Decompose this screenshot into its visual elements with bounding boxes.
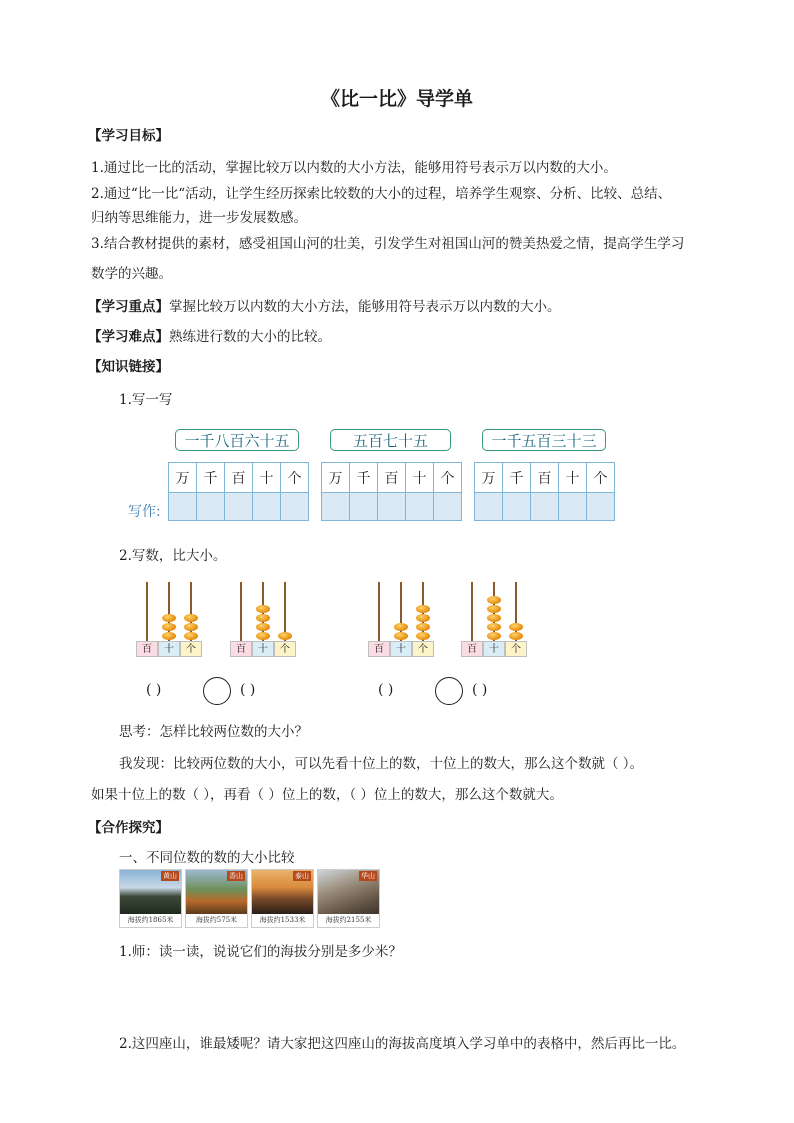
write-cell[interactable]	[503, 493, 531, 521]
links-q2: 2.写数，比大小。	[119, 548, 227, 564]
answer-blank[interactable]: ( )	[146, 682, 162, 698]
write-cell[interactable]	[322, 493, 350, 521]
links-q1: 1.写一写	[119, 392, 173, 408]
abacus-bead	[416, 605, 430, 613]
goal-1: 1.通过比一比的活动，掌握比较万以内数的大小方法，能够用符号表示万以内数的大小。	[91, 160, 617, 176]
place-ge: 个	[587, 463, 615, 493]
abacus-bead	[256, 623, 270, 631]
abacus-3	[367, 580, 437, 660]
abacus-label-hundreds: 百	[230, 641, 252, 657]
abacus-bead	[394, 623, 408, 631]
mountain-photo-2	[185, 869, 248, 928]
place-ge: 个	[434, 463, 462, 493]
difficulty	[88, 325, 331, 345]
write-cell[interactable]	[406, 493, 434, 521]
abacus-bead	[487, 614, 501, 622]
abacus-label-ones: 个	[180, 641, 202, 657]
write-cell[interactable]	[169, 493, 197, 521]
place-qian: 千	[350, 463, 378, 493]
abacus-bead	[416, 632, 430, 640]
abacus-rod-hundreds	[471, 582, 473, 641]
place-wan: 万	[169, 463, 197, 493]
explore-part1: 一、不同位数的数的大小比较	[119, 850, 295, 866]
abacus-label-tens: 十	[158, 641, 180, 657]
number-word-3: 一千五百三十三	[482, 429, 606, 451]
abacus-bead	[162, 614, 176, 622]
difficulty-label: 【学习难点】	[88, 329, 169, 345]
mountain-caption: 海拔约575米	[195, 916, 238, 924]
goal-3a: 3.结合教材提供的素材，感受祖国山河的壮美，引发学生对祖国山河的赞美热爱之情，提高学生学习	[91, 236, 685, 252]
place-bai: 百	[378, 463, 406, 493]
abacus-rod-hundreds	[146, 582, 148, 641]
compare-circle[interactable]	[435, 677, 463, 705]
difficulty-text: 熟练进行数的大小的比较。	[169, 329, 331, 345]
place-value-table-3	[474, 462, 615, 521]
answer-blank[interactable]: ( )	[378, 682, 394, 698]
place-wan: 万	[475, 463, 503, 493]
write-cell[interactable]	[434, 493, 462, 521]
links-heading: 【知识链接】	[88, 359, 169, 375]
mountain-name: 泰山	[295, 872, 309, 880]
mountain-photo-4	[317, 869, 380, 928]
mountain-caption: 海拔约2155米	[325, 916, 372, 924]
mountain-name: 黄山	[163, 872, 177, 880]
abacus-label-ones: 个	[412, 641, 434, 657]
abacus-label-ones: 个	[505, 641, 527, 657]
abacus-bead	[487, 596, 501, 604]
page-title: 《比一比》导学单	[320, 88, 473, 110]
mountain-photo-1	[119, 869, 182, 928]
mountain-photo-3	[251, 869, 314, 928]
write-cell[interactable]	[531, 493, 559, 521]
answer-blank[interactable]: ( )	[240, 682, 256, 698]
abacus-bead	[256, 605, 270, 613]
write-cell[interactable]	[225, 493, 253, 521]
explore-q1: 1.师：读一读，说说它们的海拔分别是多少米？	[119, 944, 402, 960]
discover-line-2: 如果十位上的数（ ），再看（ ）位上的数，（ ）位上的数大，那么这个数就大。	[91, 787, 563, 803]
goals-heading: 【学习目标】	[88, 128, 169, 144]
abacus-bead	[487, 623, 501, 631]
write-cell[interactable]	[587, 493, 615, 521]
mountain-name: 华山	[361, 872, 375, 880]
key-point-label: 【学习重点】	[88, 299, 169, 315]
abacus-bead	[509, 632, 523, 640]
abacus-bead	[487, 605, 501, 613]
abacus-label-hundreds: 百	[368, 641, 390, 657]
mountain-name: 香山	[229, 872, 243, 880]
abacus-2	[229, 580, 299, 660]
think-question: 思考：怎样比较两位数的大小？	[119, 724, 308, 740]
abacus-label-hundreds: 百	[136, 641, 158, 657]
abacus-label-tens: 十	[483, 641, 505, 657]
number-word-1: 一千八百六十五	[175, 429, 299, 451]
abacus-label-hundreds: 百	[461, 641, 483, 657]
write-cell[interactable]	[281, 493, 309, 521]
abacus-bead	[184, 614, 198, 622]
place-value-table-1	[168, 462, 309, 521]
abacus-bead	[509, 623, 523, 631]
place-wan: 万	[322, 463, 350, 493]
abacus-bead	[184, 623, 198, 631]
abacus-label-tens: 十	[252, 641, 274, 657]
place-qian: 千	[197, 463, 225, 493]
mountain-caption: 海拔约1865米	[127, 916, 174, 924]
write-cell[interactable]	[559, 493, 587, 521]
key-point	[88, 295, 561, 315]
goal-2b: 归纳等思维能力，进一步发展数感。	[91, 210, 307, 226]
abacus-bead	[256, 632, 270, 640]
abacus-rod-hundreds	[240, 582, 242, 641]
place-ge: 个	[281, 463, 309, 493]
explore-heading: 【合作探究】	[88, 820, 169, 836]
abacus-1	[135, 580, 205, 660]
write-label: 写作:	[128, 504, 161, 520]
write-cell[interactable]	[475, 493, 503, 521]
abacus-bead	[184, 632, 198, 640]
abacus-bead	[162, 632, 176, 640]
place-shi: 十	[406, 463, 434, 493]
write-cell[interactable]	[253, 493, 281, 521]
place-shi: 十	[559, 463, 587, 493]
abacus-rod-hundreds	[378, 582, 380, 641]
place-shi: 十	[253, 463, 281, 493]
abacus-bead	[256, 614, 270, 622]
abacus-bead	[162, 623, 176, 631]
mountain-caption: 海拔约1533米	[259, 916, 306, 924]
abacus-bead	[278, 632, 292, 640]
abacus-bead	[394, 632, 408, 640]
discover-line-1: 我发现：比较两位数的大小，可以先看十位上的数，十位上的数大，那么这个数就（ ）。	[119, 756, 644, 772]
abacus-label-tens: 十	[390, 641, 412, 657]
write-cell[interactable]	[350, 493, 378, 521]
compare-circle[interactable]	[203, 677, 231, 705]
number-word-2: 五百七十五	[330, 429, 451, 451]
abacus-bead	[487, 632, 501, 640]
write-cell[interactable]	[378, 493, 406, 521]
place-qian: 千	[503, 463, 531, 493]
place-value-table-2	[321, 462, 462, 521]
place-bai: 百	[225, 463, 253, 493]
abacus-4	[460, 580, 530, 660]
answer-blank[interactable]: ( )	[472, 682, 488, 698]
abacus-bead	[416, 614, 430, 622]
key-point-text: 掌握比较万以内数的大小方法，能够用符号表示万以内数的大小。	[169, 299, 561, 315]
goal-3b: 数学的兴趣。	[91, 266, 172, 282]
explore-q2: 2.这四座山，谁最矮呢？请大家把这四座山的海拔高度填入学习单中的表格中，然后再比一比。	[119, 1036, 686, 1052]
write-cell[interactable]	[197, 493, 225, 521]
place-bai: 百	[531, 463, 559, 493]
abacus-label-ones: 个	[274, 641, 296, 657]
abacus-bead	[416, 623, 430, 631]
goal-2a: 2.通过“比一比“活动，让学生经历探索比较数的大小的过程，培养学生观察、分析、比较、总结、	[91, 186, 672, 202]
